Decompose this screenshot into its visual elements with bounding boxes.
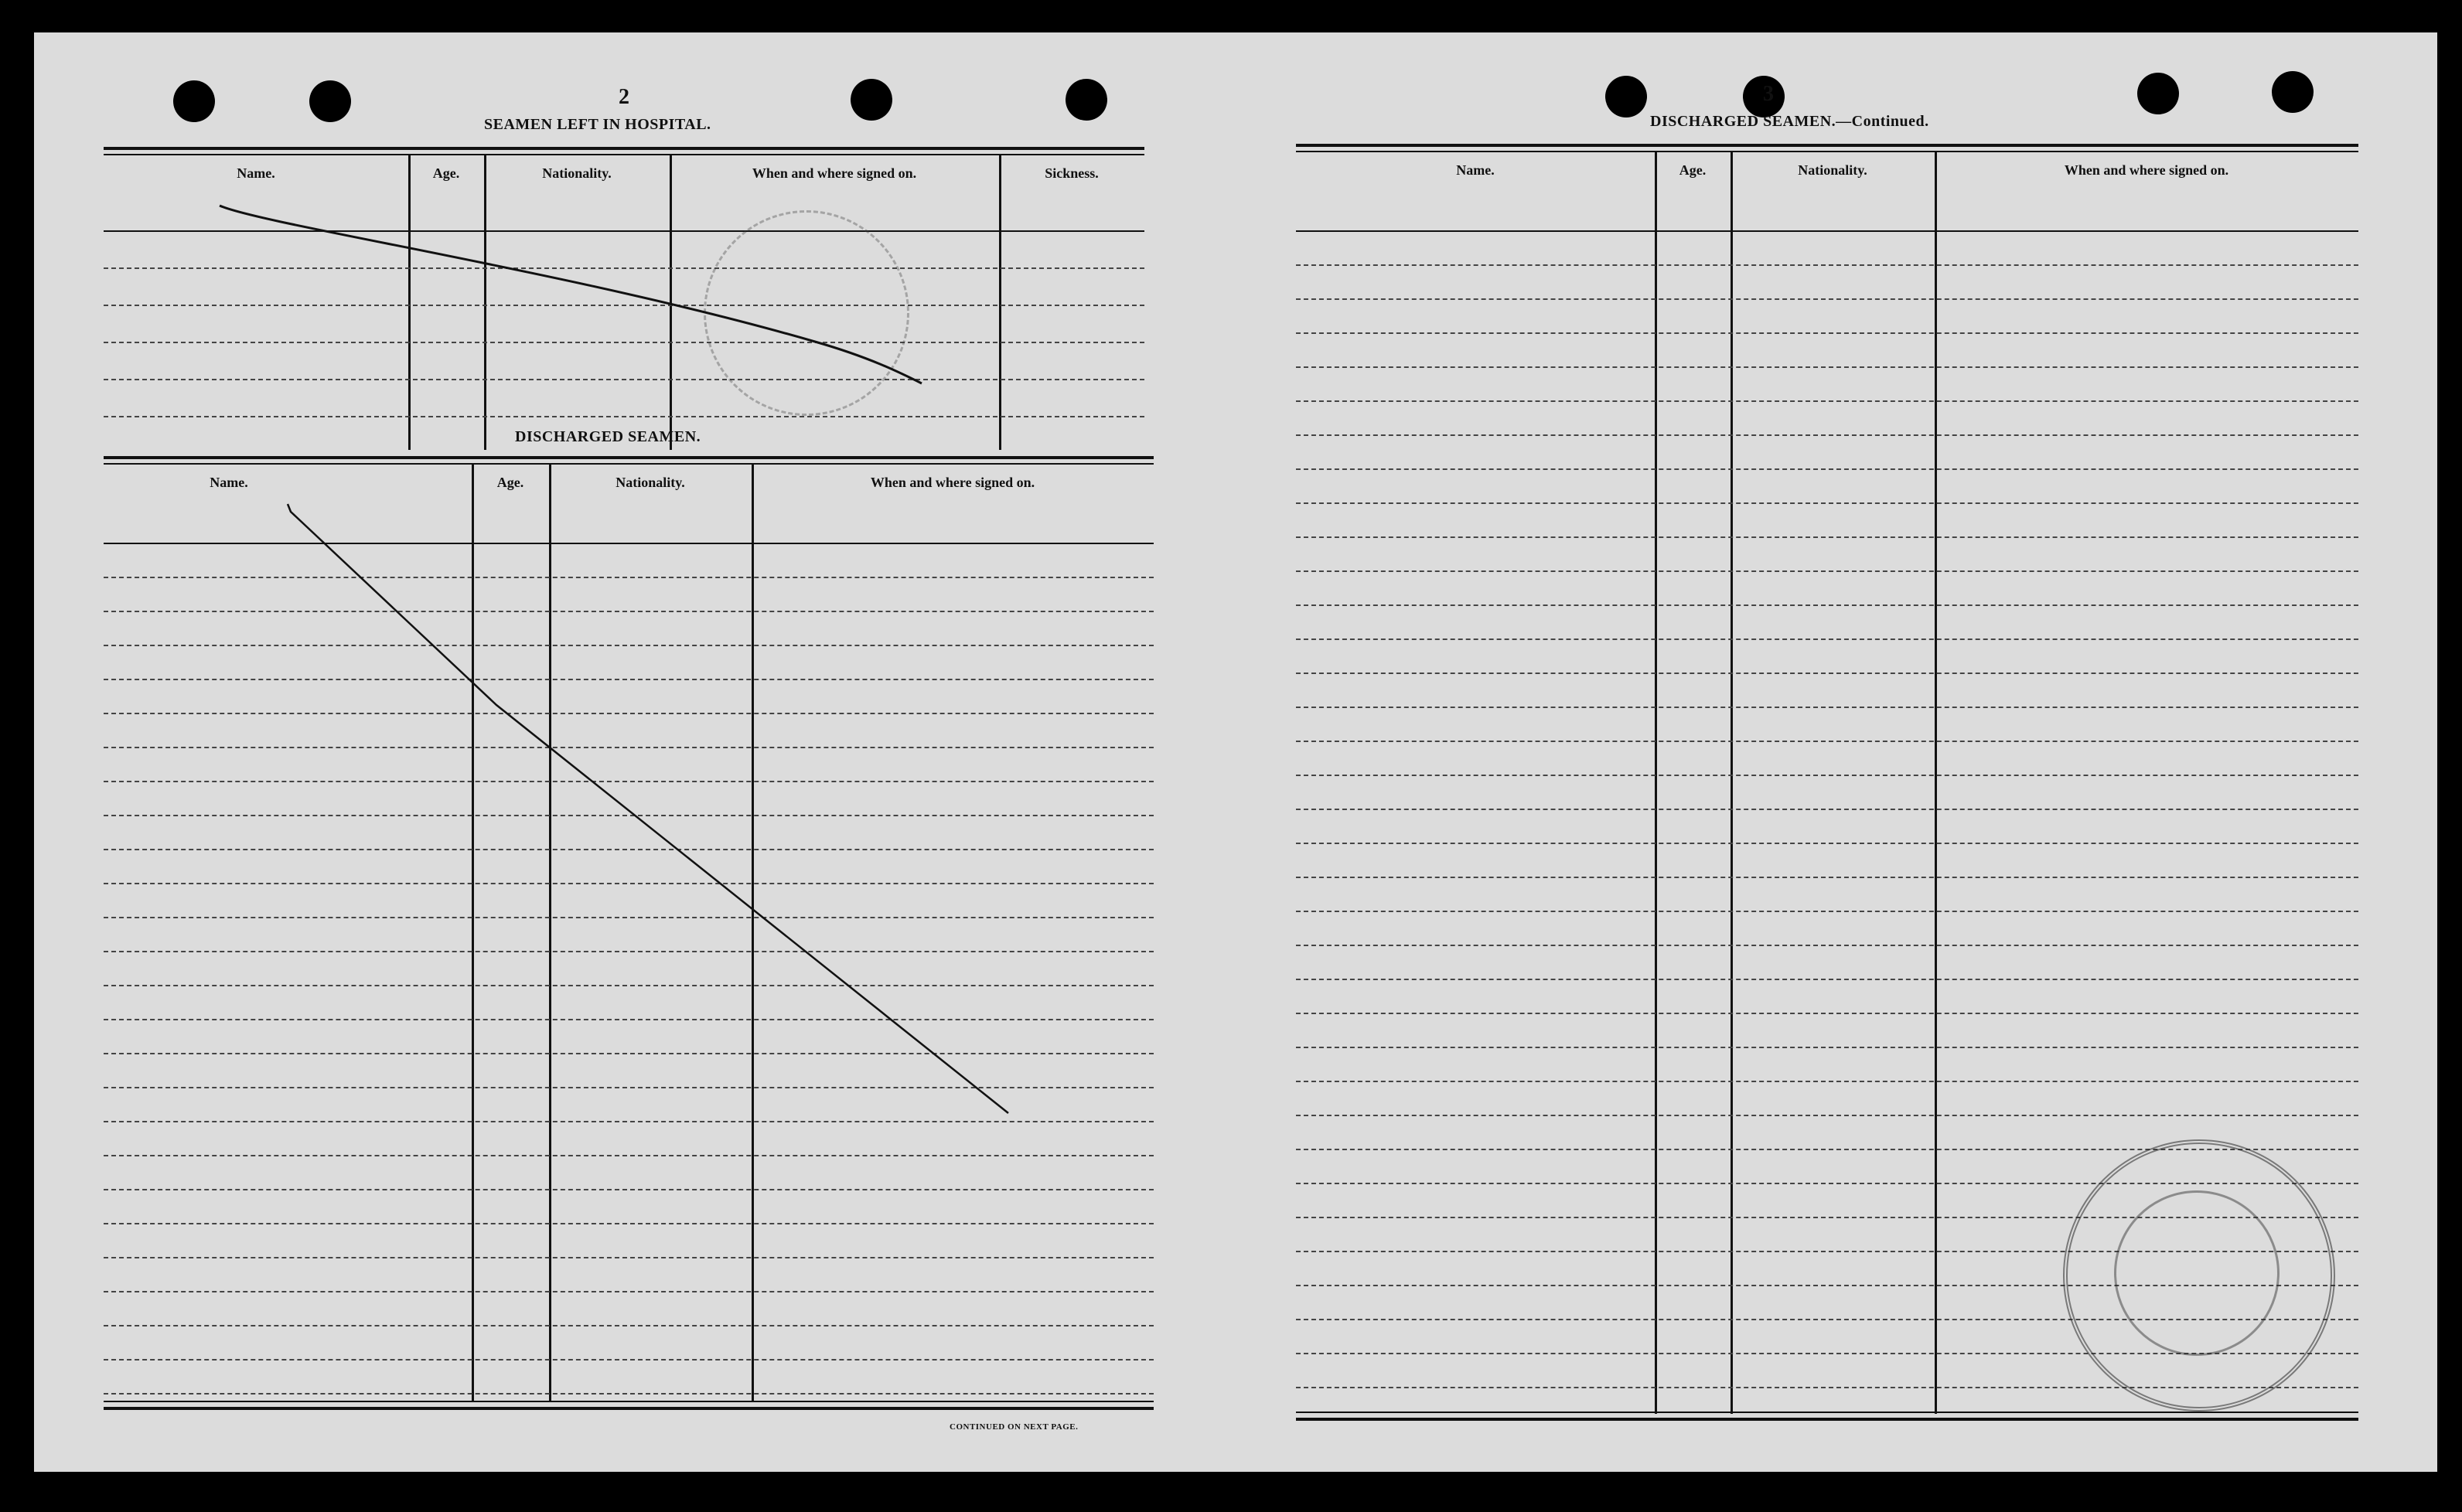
table-row	[1296, 673, 2358, 674]
table-row	[1296, 366, 2358, 368]
discharged-col-age: Age.	[496, 475, 524, 490]
hospital-col-nationality: Nationality.	[542, 165, 612, 181]
table-row	[1296, 1013, 2358, 1014]
table-row	[1296, 707, 2358, 708]
table-row	[1296, 502, 2358, 504]
discharged-col-signed-on: When and where signed on.	[870, 475, 1035, 490]
hospital-col-sickness: Sickness.	[1045, 165, 1099, 181]
table-row	[1296, 570, 2358, 572]
table-row	[1296, 1047, 2358, 1048]
continued-footer: CONTINUED ON NEXT PAGE.	[950, 1422, 1079, 1432]
table-row	[1296, 945, 2358, 946]
continued-col-nationality: Nationality.	[1798, 162, 1867, 178]
document-scan	[34, 32, 2437, 1472]
received-stamp-inner	[2114, 1190, 2280, 1356]
hospital-section-title: SEAMEN LEFT IN HOSPITAL.	[484, 116, 711, 133]
discharged-col-nationality: Nationality.	[616, 475, 685, 490]
table-row	[1296, 468, 2358, 470]
table-row	[1296, 775, 2358, 776]
table-row	[1296, 979, 2358, 980]
table-row	[1296, 639, 2358, 640]
page-number-left: 2	[619, 85, 629, 109]
hospital-col-age: Age.	[432, 165, 460, 181]
table-row	[1296, 264, 2358, 266]
continued-col-age: Age.	[1679, 162, 1707, 178]
table-row	[1296, 536, 2358, 538]
table-row	[1296, 434, 2358, 436]
table-row	[1296, 604, 2358, 606]
table-row	[1296, 911, 2358, 912]
table-row	[1296, 741, 2358, 742]
continued-col-signed-on: When and where signed on.	[2064, 162, 2229, 178]
table-row	[1296, 877, 2358, 878]
discharged-section-title: DISCHARGED SEAMEN.	[515, 428, 701, 445]
discharged-continued-title: DISCHARGED SEAMEN.—Continued.	[1650, 113, 1929, 130]
table-row	[1296, 809, 2358, 810]
table-row	[1296, 400, 2358, 402]
table-row	[1296, 332, 2358, 334]
table-row	[1296, 843, 2358, 844]
page-number-right: 3	[1763, 82, 1774, 106]
continued-col-name: Name.	[1456, 162, 1495, 178]
hospital-col-signed-on: When and where signed on.	[752, 165, 917, 181]
table-row	[1296, 1115, 2358, 1116]
hospital-col-name: Name.	[237, 165, 275, 181]
discharged-col-name: Name.	[210, 475, 248, 490]
table-row	[1296, 1081, 2358, 1082]
table-row	[1296, 298, 2358, 300]
received-stamp	[2063, 1139, 2335, 1412]
